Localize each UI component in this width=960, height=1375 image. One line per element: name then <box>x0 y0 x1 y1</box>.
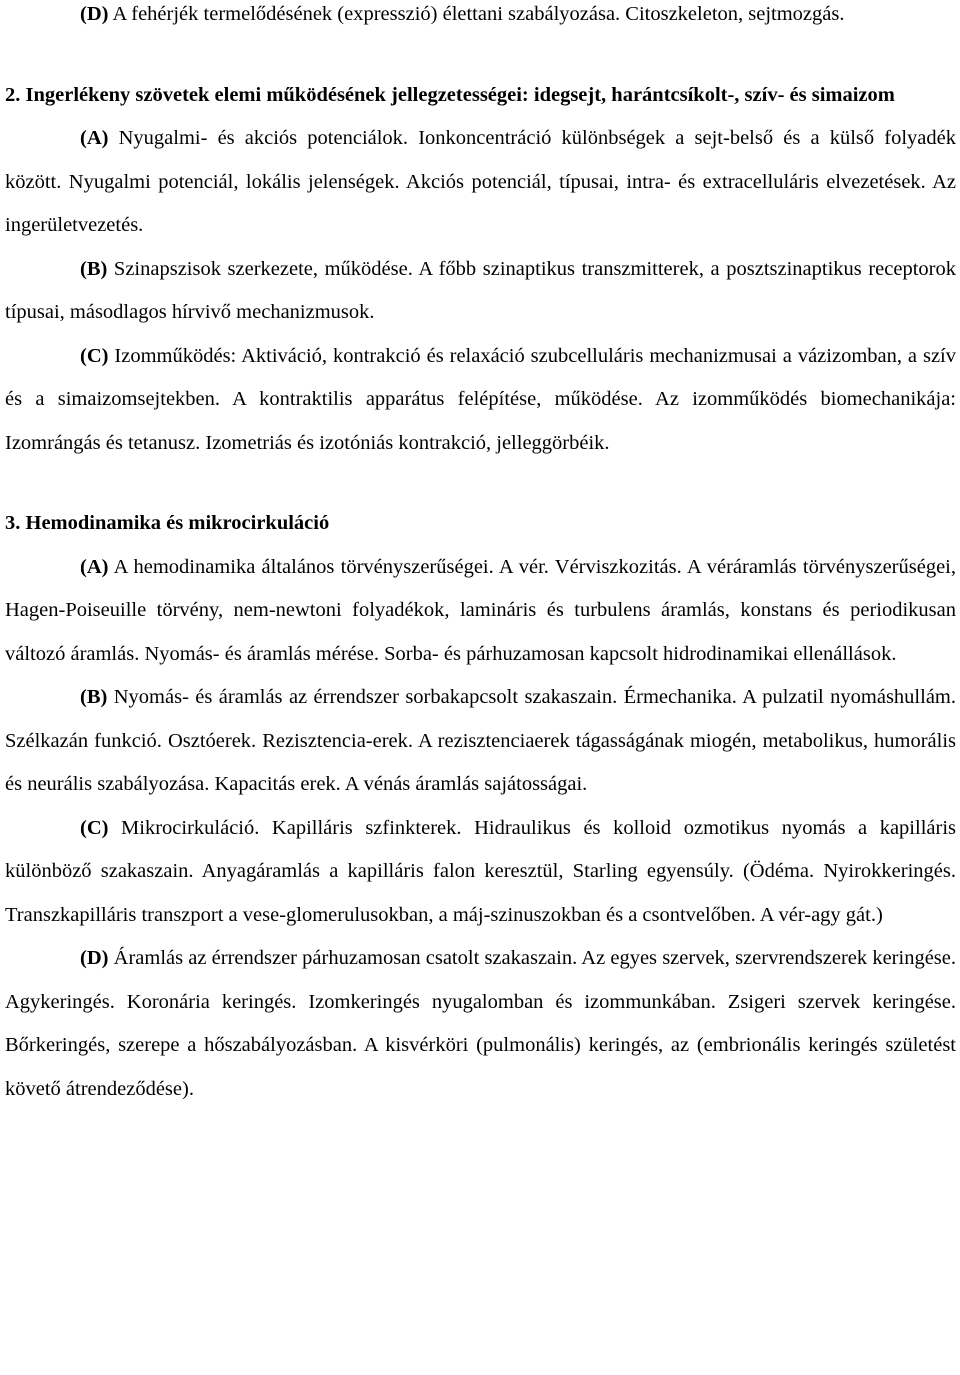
paragraph-text: Nyugalmi- és akciós potenciálok. Ionkoncentráció különbségek a sejt-belső és a külső folyadék között. Nyugalmi potenciál, lokális jelenségek. Akciós potenciál, típusai, intra- és extracelluláris elvezetések. Az ingerületvezetés. <box>5 127 956 236</box>
section3-paragraph-a <box>5 546 956 677</box>
paragraph-tag: (B) <box>80 686 108 708</box>
paragraph-tag: (D) <box>80 947 109 969</box>
section3-paragraph-b <box>5 676 956 807</box>
paragraph-tag: (D) <box>80 3 109 25</box>
paragraph-text: A fehérjék termelődésének (expresszió) élettani szabályozása. Citoszkeleton, sejtmozgás. <box>108 3 845 25</box>
paragraph-tag: (A) <box>80 127 109 149</box>
paragraph-tag: (C) <box>80 816 109 839</box>
paragraph-text: Szinapszisok szerkezete, működése. A főbb szinaptikus transzmitterek, a posztszinaptikus receptorok típusai, másodlagos hírvivő mechanizmusok. <box>5 257 956 323</box>
paragraph-text: Izomműködés: Aktiváció, kontrakció és relaxáció szubcelluláris mechanizmusai a vázizomban, a szív és a simaizomsejtekben. A kontraktilis apparátus felépítése, működése. Az izomműködés biomechanikája: Izomrángás és tetanusz. Izometriás és izotóniás kontrakció, jelleggörbéik. <box>5 344 956 454</box>
section2-paragraph-a <box>5 117 956 248</box>
section3-paragraph-c <box>5 807 956 938</box>
section1-paragraph-d <box>5 0 956 37</box>
paragraph-tag: (C) <box>80 344 109 367</box>
section2-paragraph-c <box>5 335 956 466</box>
paragraph-tag: (A) <box>80 555 109 578</box>
paragraph-text: Nyomás- és áramlás az érrendszer sorbakapcsolt szakaszain. Érmechanika. A pulzatil nyomáshullám. Szélkazán funkció. Osztóerek. Rezisztencia-erek. A rezisztenciaerek tágasságának miogén, metabolikus, humorális és neurális szabályozása. Kapacitás erek. A vénás áramlás sajátosságai. <box>5 686 956 795</box>
section3-heading: 3. Hemodinamika és mikrocirkuláció <box>5 512 330 534</box>
document-page <box>5 0 956 1111</box>
paragraph-text: Mikrocirkuláció. Kapilláris szfinkterek. Hidraulikus és kolloid ozmotikus nyomás a kapilláris különböző szakaszain. Anyagáramlás a kapilláris falon keresztül, Starling egyensúly. (Ödéma. Nyirokkeringés. Transzkapilláris transzport a vese-glomerulusokban, a máj-szinuszokban és a csontvelőben. A vér-agy gát.) <box>5 816 956 926</box>
paragraph-tag: (B) <box>80 257 108 280</box>
section2-paragraph-b <box>5 248 956 335</box>
paragraph-text: A hemodinamika általános törvényszerűségei. A vér. Vérviszkozitás. A véráramlás törvényszerűségei, Hagen-Poiseuille törvény, nem-newtoni folyadékok, lamináris és turbulens áramlás, konstans és periodikusan változó áramlás. Nyomás- és áramlás mérése. Sorba- és párhuzamosan kapcsolt hidrodinamikai ellenállások. <box>5 555 956 665</box>
section2-heading: 2. Ingerlékeny szövetek elemi működésének jellegzetességei: idegsejt, harántcsíkolt-, szív- és simaizom <box>5 83 895 106</box>
paragraph-text: Áramlás az érrendszer párhuzamosan csatolt szakaszain. Az egyes szervek, szervrendszerek keringése. Agykeringés. Koronária keringés. Izomkeringés nyugalomban és izommunkában. Zsigeri szervek keringése. Bőrkeringés, szerepe a hőszabályozásban. A kisvérköri (pulmonális) keringés, az (embrionális keringés születést követő átrendeződése). <box>5 947 956 1100</box>
section3-paragraph-d <box>5 937 956 1111</box>
